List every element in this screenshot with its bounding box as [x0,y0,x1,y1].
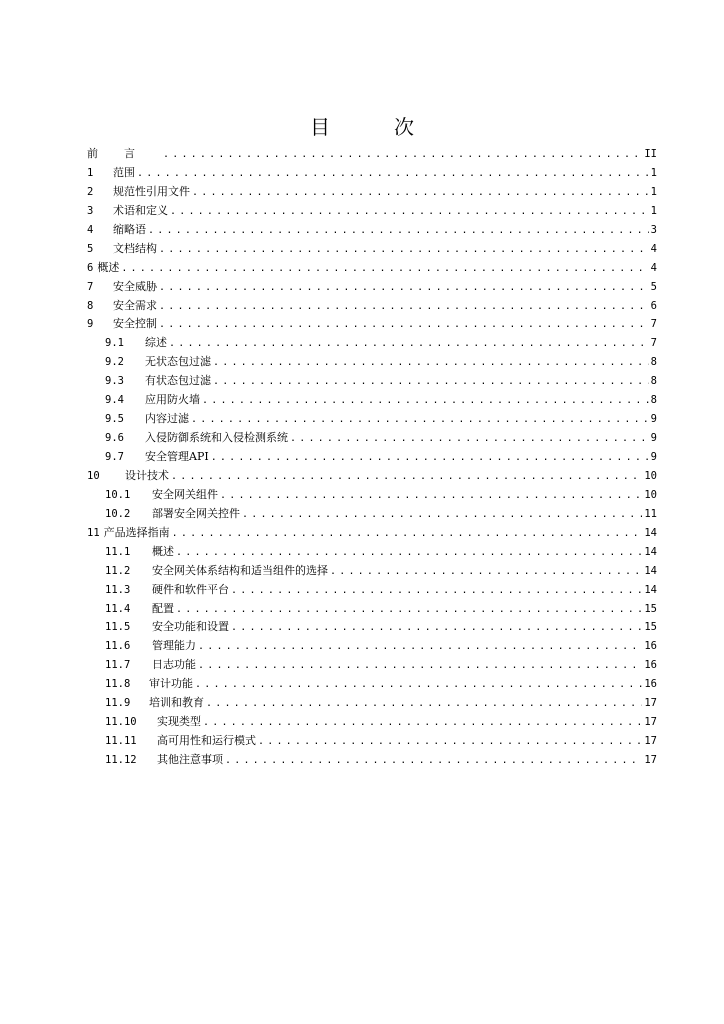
toc-page: 4 [650,261,657,274]
leader-dots [159,316,649,335]
toc-label: 应用防火墙 [145,393,200,407]
toc-num: 11.2 [105,564,131,577]
leader-dots [220,487,642,506]
toc-page: 17 [644,697,657,710]
toc-label: 安全需求 [113,298,157,312]
toc-label: 概述 [97,260,120,274]
toc-num: 8 [87,299,94,312]
toc-num: 9.6 [105,432,124,445]
toc-page: 9 [650,432,657,445]
toc-num: 11 [87,526,100,539]
toc-entry[interactable] [87,240,657,259]
toc-entry[interactable] [87,353,657,372]
toc-entry[interactable] [87,600,657,619]
toc-num: 10 [87,469,100,482]
toc-label: 其他注意事项 [157,753,223,766]
toc-title: 目 次 [310,115,436,139]
toc-entry-preface[interactable] [87,145,657,164]
toc-page: 1 [650,204,657,217]
toc-label: 高可用性和运行模式 [157,734,256,748]
toc-entry[interactable] [87,448,657,467]
toc-label: 审计功能 [149,677,193,691]
toc-label: 范围 [113,165,135,179]
toc-num: 11.12 [105,754,137,766]
toc-num: 5 [87,242,94,255]
leader-dots [290,430,649,449]
toc-page: 10 [644,488,657,501]
leader-dots [159,241,649,260]
toc-label: 日志功能 [152,658,196,672]
toc-page: 14 [644,526,657,539]
leader-dots [213,373,649,392]
leader-dots [225,752,642,771]
leader-dots [198,638,642,657]
toc-entry[interactable] [87,315,657,334]
toc-label: 缩略语 [113,222,146,236]
toc-page: 4 [650,242,657,255]
toc-page: 8 [650,394,657,407]
toc-page: 8 [650,375,657,388]
leader-dots [213,354,649,373]
leader-dots [202,392,649,411]
leader-dots [191,411,649,430]
toc-page: II [644,148,657,160]
toc-num: 9.4 [105,394,124,407]
toc-num: 9.7 [105,451,124,463]
leader-dots [231,619,642,638]
toc-label: 前言 [87,147,161,160]
toc-page: 14 [644,545,657,558]
toc-num: 2 [87,185,94,198]
toc-label: 有状态包过滤 [145,374,211,388]
toc-label: 术语和定义 [113,203,168,217]
toc-label: 管理能力 [152,639,196,653]
toc-num: 4 [87,223,94,236]
toc-num: 10.1 [105,488,131,501]
toc-entry[interactable] [87,164,657,183]
toc-label: 产品选择指南 [103,525,170,539]
toc-page: 6 [650,299,657,312]
leader-dots [231,582,642,601]
toc-label: 配置 [152,601,174,615]
toc-entry[interactable] [87,202,657,221]
toc-entry[interactable] [87,372,657,391]
toc-label: 文档结构 [113,241,157,255]
toc-label: 安全管理API [145,450,209,463]
leader-dots [159,279,649,298]
toc-entry[interactable] [87,543,657,562]
toc-entry[interactable] [87,751,657,770]
toc-entry[interactable] [87,581,657,600]
toc-entry[interactable] [87,334,657,353]
toc-label: 部署安全网关控件 [152,506,240,520]
toc-label: 实现类型 [157,715,201,729]
toc-label: 安全威胁 [113,279,157,293]
toc-num: 11.11 [105,735,137,748]
table-of-contents [87,145,657,770]
toc-page: 8 [650,356,657,369]
leader-dots [159,298,649,317]
toc-entry[interactable] [87,694,657,713]
toc-entry[interactable] [87,656,657,675]
toc-entry[interactable] [87,524,657,543]
toc-page: 17 [644,735,657,748]
toc-num: 11.5 [105,621,131,634]
toc-label: 设计技术 [125,468,169,482]
toc-label: 安全网关体系结构和适当组件的选择 [152,563,328,577]
leader-dots [198,657,642,676]
leader-dots [121,260,648,279]
toc-entry[interactable] [87,637,657,656]
toc-label: 硬件和软件平台 [152,582,229,596]
toc-entry[interactable] [87,732,657,751]
toc-page: 17 [644,716,657,729]
toc-num: 9.1 [105,337,124,350]
toc-num: 7 [87,280,94,293]
toc-entry[interactable] [87,505,657,524]
toc-page: 11 [644,507,657,520]
toc-entry[interactable] [87,675,657,694]
toc-entry[interactable] [87,618,657,637]
toc-num: 9.2 [105,356,124,369]
toc-page: 14 [644,564,657,577]
leader-dots [206,695,642,714]
toc-page: 9 [650,413,657,426]
toc-entry[interactable] [87,486,657,505]
toc-label: 安全控制 [113,317,157,331]
leader-dots [211,449,649,468]
toc-page: 15 [644,621,657,634]
toc-num: 6 [87,261,94,274]
toc-entry[interactable] [87,221,657,240]
toc-num: 9 [87,318,94,331]
toc-label: 培训和教育 [149,696,204,710]
toc-num: 11.10 [105,716,137,729]
toc-num: 11.7 [105,659,131,672]
toc-page: 16 [644,678,657,691]
toc-page: 3 [650,223,657,236]
toc-label: 内容过滤 [145,412,189,426]
leader-dots [176,601,642,620]
toc-label: 安全功能和设置 [152,620,229,634]
toc-entry[interactable] [87,183,657,202]
toc-page: 10 [644,469,657,482]
toc-num: 11.6 [105,640,131,653]
toc-page: 1 [650,166,657,179]
toc-num: 11.9 [105,697,131,710]
toc-entry[interactable] [87,259,657,278]
toc-entry[interactable] [87,562,657,581]
toc-entry[interactable] [87,713,657,732]
leader-dots [148,222,649,241]
toc-num: 1 [87,166,94,179]
leader-dots [171,468,642,487]
toc-num: 11.1 [105,545,131,558]
leader-dots [203,714,642,733]
leader-dots [192,184,649,203]
leader-dots [172,525,643,544]
toc-label: 综述 [145,336,167,350]
toc-label: 概述 [152,544,174,558]
toc-num: 11.3 [105,583,131,596]
toc-entry[interactable] [87,391,657,410]
toc-entry[interactable] [87,410,657,429]
toc-page: 14 [644,583,657,596]
toc-entry[interactable] [87,429,657,448]
toc-page: 16 [644,659,657,672]
toc-label: 无状态包过滤 [145,355,211,369]
toc-label: 入侵防御系统和入侵检测系统 [145,431,288,445]
leader-dots [163,146,642,165]
leader-dots [176,544,642,563]
toc-num: 11.4 [105,602,131,615]
leader-dots [170,203,649,222]
leader-dots [258,733,642,752]
toc-page: 16 [644,640,657,653]
leader-dots [330,563,642,582]
leader-dots [137,165,649,184]
toc-page: 17 [644,754,657,766]
leader-dots [242,506,642,525]
toc-page: 9 [650,451,657,463]
toc-page: 1 [650,185,657,198]
toc-num: 10.2 [105,507,131,520]
toc-num: 3 [87,204,94,217]
toc-page: 7 [650,337,657,350]
leader-dots [169,335,649,354]
toc-num: 9.3 [105,375,124,388]
toc-label: 规范性引用文件 [113,184,190,198]
toc-label: 安全网关组件 [152,487,218,501]
toc-entry[interactable] [87,297,657,316]
toc-page: 15 [644,602,657,615]
toc-page: 7 [650,318,657,331]
toc-num: 11.8 [105,678,131,691]
toc-entry[interactable] [87,467,657,486]
toc-entry[interactable] [87,278,657,297]
toc-num: 9.5 [105,413,124,426]
leader-dots [195,676,642,695]
toc-page: 5 [650,280,657,293]
